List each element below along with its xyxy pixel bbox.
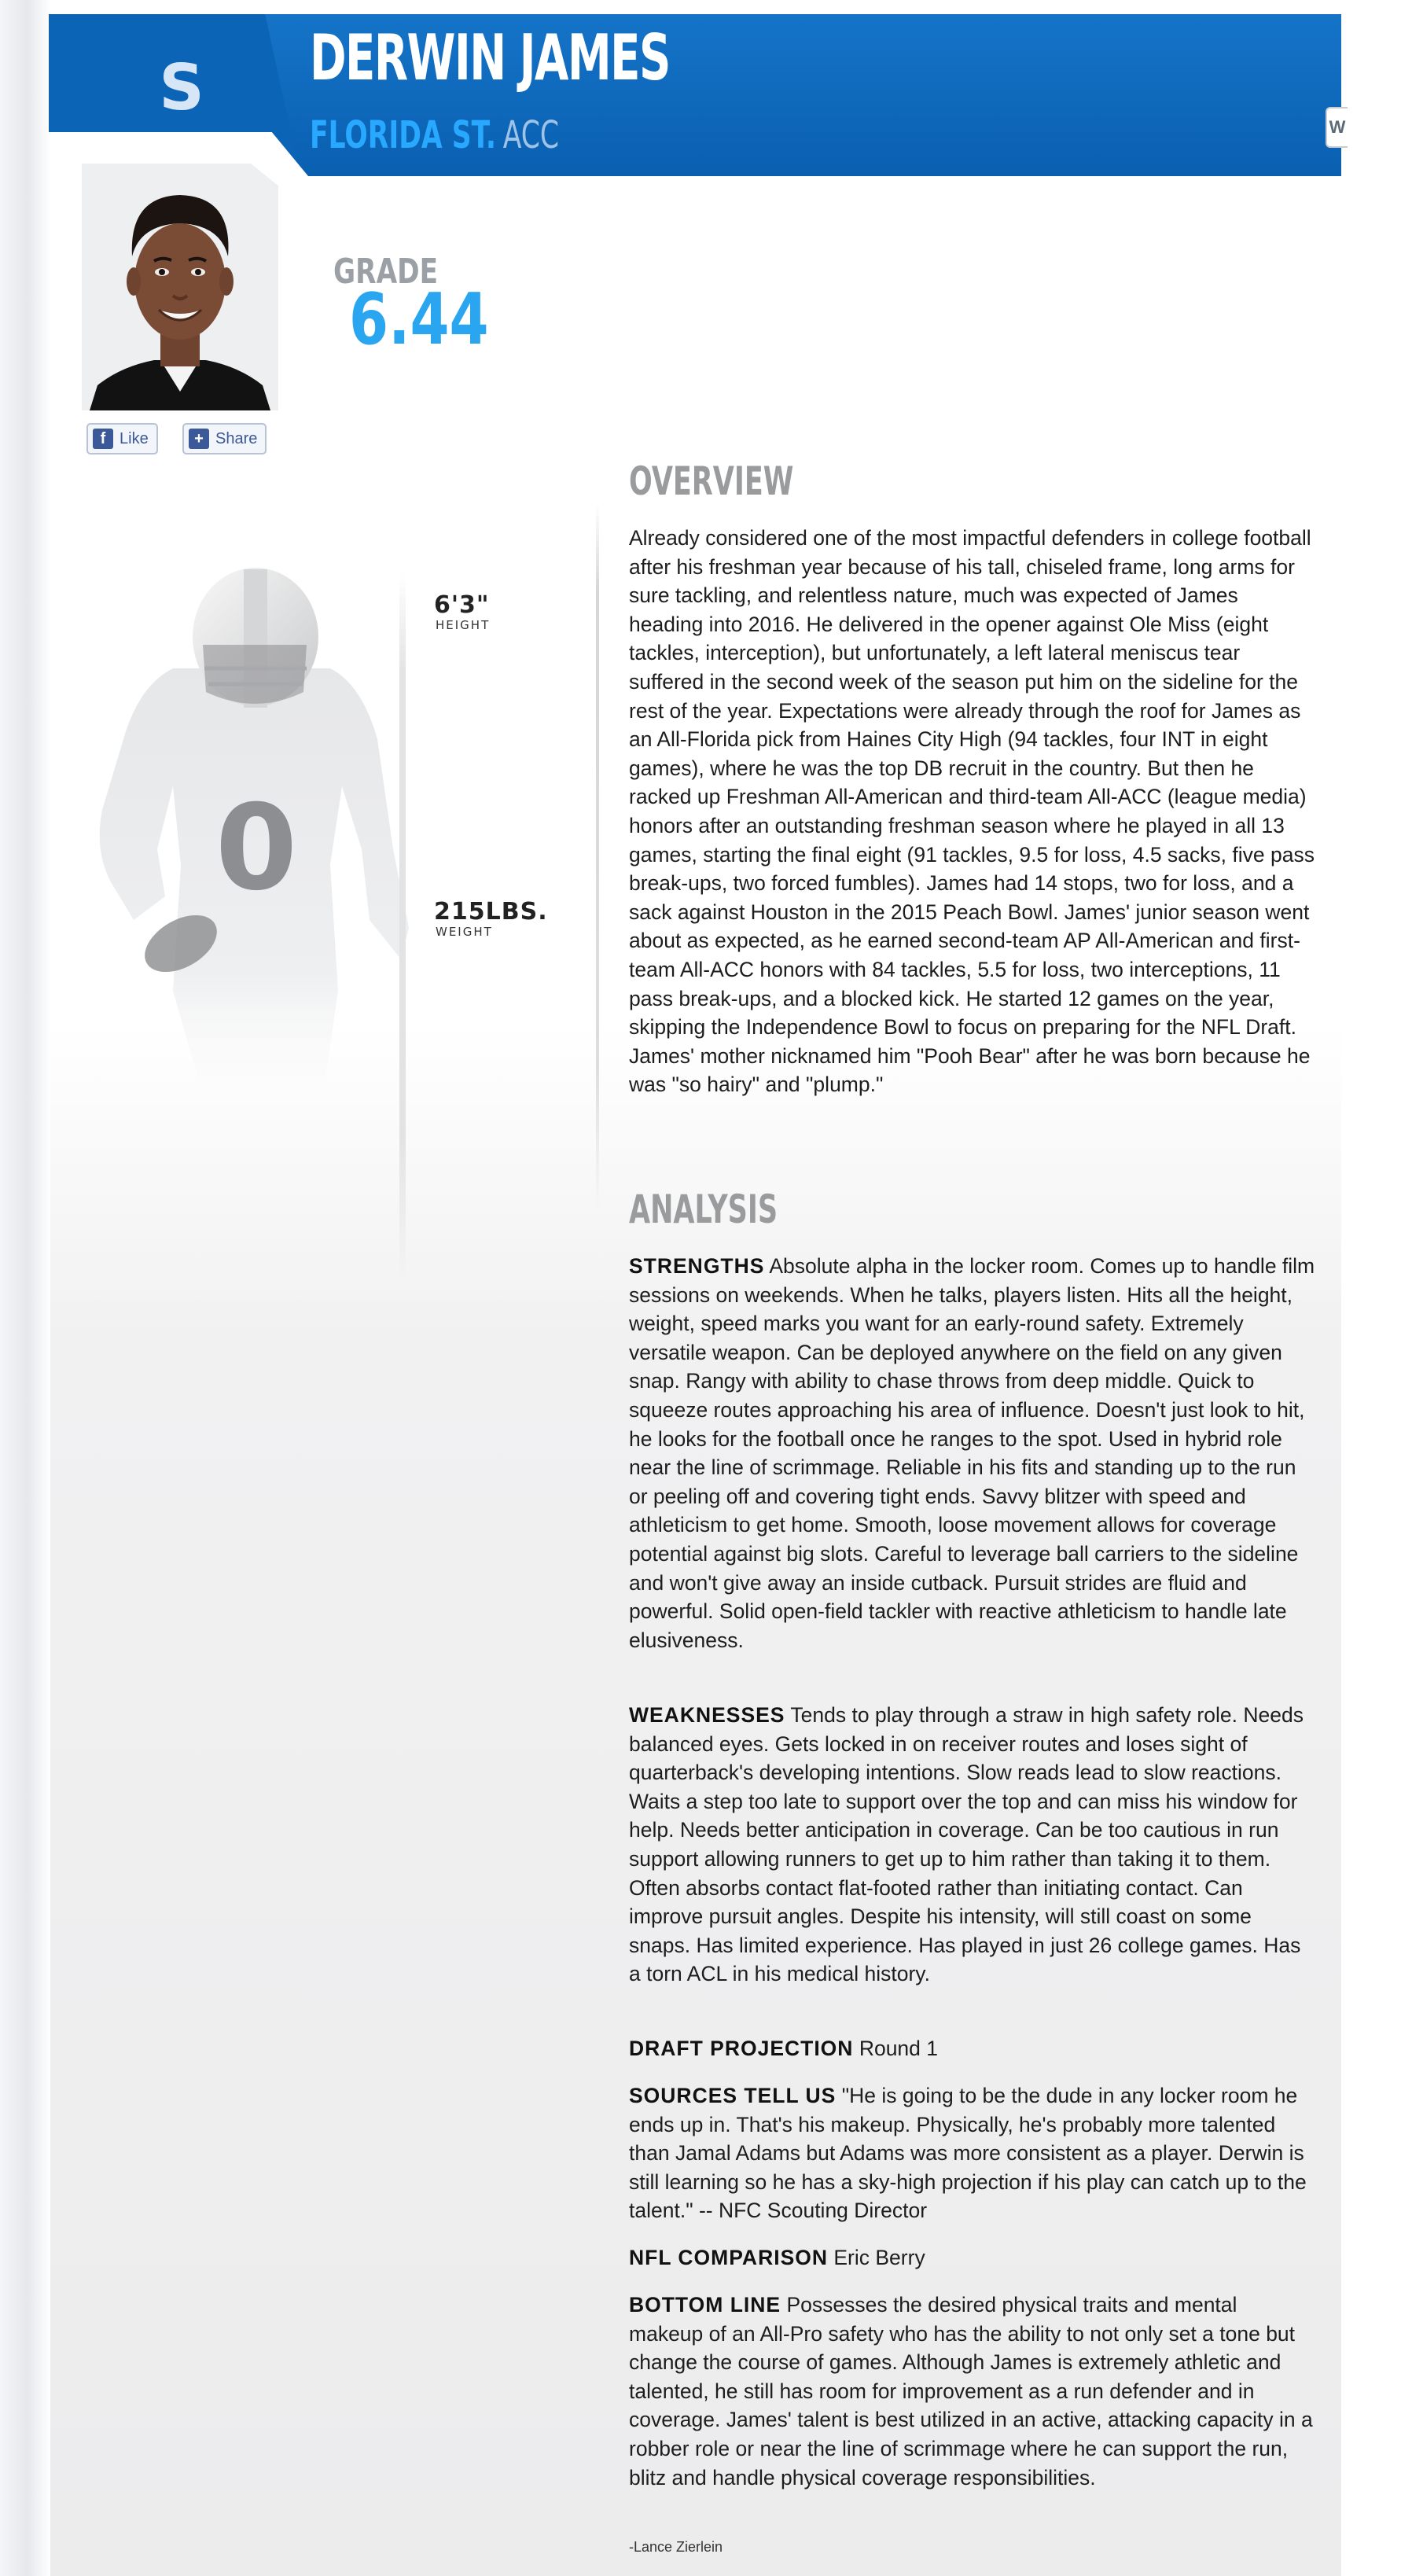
nfl-comparison-text: Eric Berry — [833, 2246, 925, 2269]
sources-label: SOURCES TELL US — [629, 2084, 837, 2107]
page-edge-shadow — [0, 0, 50, 2576]
jersey-number: 0 — [215, 780, 298, 917]
draft-projection-paragraph — [629, 2034, 1316, 2063]
player-silhouette — [71, 550, 448, 1117]
plus-square-icon: + — [189, 429, 209, 449]
height-value: 6'3" — [434, 591, 490, 619]
weaknesses-text: Tends to play through a straw in high safety role. Needs balanced eyes. Gets locked in on receiver routes and loses sight of quarterback's developing intentions. Slow reads lead to slow reactions. Waits a step too late to support over the top and can miss his window for help. Needs better anticipation in coverage. Can be too cautious in run support allowing runners to get up to him rather than taking it to them. Often absorbs contact flat-footed rather than initiating contact. Can improve pursuit angles. Despite his intensity, will still coast on some snaps. Has limited experience. Has played in just 26 college games. Has a torn ACL in his medical history. — [629, 1703, 1304, 1986]
draft-projection-label: DRAFT PROJECTION — [629, 2037, 854, 2060]
strengths-label: STRENGTHS — [629, 1254, 765, 1278]
weight-value: 215LBS. — [434, 898, 548, 926]
grade-label: GRADE — [333, 252, 439, 292]
weight-label: WEIGHT — [436, 925, 493, 939]
sources-text: "He is going to be the dude in any locker room he ends up in. That's his makeup. Physically, he's probably more talented than Jamal Adams but Adams was more consistent as a player. Derwin is still learning so he has a sky-high projection if his play can catch up to the talent." -- NFC Scouting Director — [629, 2084, 1307, 2223]
height-label: HEIGHT — [436, 618, 491, 632]
like-label: Like — [120, 430, 149, 447]
school-line — [310, 110, 559, 160]
author-credit: -Lance Zierlein — [629, 2539, 723, 2555]
bottom-line-paragraph — [629, 2291, 1316, 2492]
facebook-icon: f — [93, 429, 113, 449]
side-tab[interactable]: W — [1326, 107, 1348, 148]
bottom-line-label: BOTTOM LINE — [629, 2293, 781, 2317]
player-headshot — [82, 164, 278, 410]
right-gutter — [1341, 0, 1401, 2576]
facebook-share-button[interactable] — [182, 423, 267, 454]
analysis-title: ANALYSIS — [629, 1187, 778, 1232]
grade-value: 6.44 — [349, 278, 489, 361]
sources-paragraph — [629, 2081, 1316, 2225]
player-name: DERWIN JAMES — [310, 21, 670, 94]
strengths-text: Absolute alpha in the locker room. Comes up to handle film sessions on weekends. When he talks, players listen. Hits all the height, weight, speed marks you want for an early-round safety. Extremely versatile weapon. Can be deployed anywhere on the field on any given snap. Rangy with ability to chase throws from deep middle. Quick to squeeze routes approaching his area of influence. Doesn't just look to hit, he looks for the football once he ranges to the spot. Used in hybrid role near the line of scrimmage. Reliable in his fits and standing up to the run or peeling off and covering tight ends. Savvy blitzer with speed and athleticism to get home. Smooth, loose movement allows for coverage potential against big slots. Careful to leverage ball carriers to the sideline and won't give away an inside cutback. Pursuit strides are fluid and powerful. Solid open-field tackler with reactive athleticism to handle late elusiveness. — [629, 1254, 1315, 1652]
conference-name: ACC — [502, 113, 560, 157]
overview-text: Already considered one of the most impactful defenders in college football after his freshman year because of his tall, chiseled frame, long arms for sure tackling, and relentless nature, much was expected of James heading into 2016. He delivered in the opener against Ole Miss (eight tackles, interception), but unfortunately, a left lateral meniscus tear suffered in the second week of the season put him on the sideline for the rest of the year. Expectations were already through the roof for James as an All-Florida pick from Haines City High (94 tackles, four INT in eight games), where he was the top DB recruit in the country. But then he racked up Freshman All-American and third-team All-ACC (league media) honors after an outstanding freshman season where he played in all 13 games, starting the final eight (91 tackles, 9.5 for loss, 4.5 sacks, five pass break-ups, two forced fumbles). James had 14 stops, two for loss, and a sack against Houston in the 2015 Peach Bowl. James' junior season went about as expected, as he earned second-team AP All-American and first-team All-ACC honors with 84 tackles, 5.5 for loss, two interceptions, 11 pass break-ups, and a blocked kick. He started 12 games on the year, skipping the Independence Bowl to focus on preparing for the NFL Draft. James' mother nicknamed him "Pooh Bear" after he was born because he was "so hairy" and "plump." — [629, 526, 1315, 1097]
facebook-like-button[interactable] — [86, 423, 158, 454]
weaknesses-label: WEAKNESSES — [629, 1703, 785, 1727]
weaknesses-paragraph — [629, 1701, 1316, 1989]
nfl-comparison-paragraph — [629, 2243, 1316, 2272]
overview-title: OVERVIEW — [629, 458, 794, 504]
share-label: Share — [215, 430, 258, 447]
measurables-divider — [399, 574, 406, 1282]
school-name[interactable]: FLORIDA ST. — [310, 113, 497, 157]
draft-projection-text: Round 1 — [859, 2037, 939, 2060]
bottom-line-text: Possesses the desired physical traits and mental makeup of an All-Pro safety who has the ability to not only set a tone but change the course of games. Although James is extremely athletic and talented, he still has room for improvement as a run defender and in coverage. James' talent is best utilized in an active, attacking capacity in a robber role or near the line of scrimmage where he can support the run, blitz and handle physical coverage responsibilities. — [629, 2293, 1313, 2490]
strengths-paragraph — [629, 1252, 1316, 1654]
position-label: S — [159, 51, 204, 124]
column-divider — [596, 503, 599, 1211]
nfl-comparison-label: NFL COMPARISON — [629, 2246, 828, 2269]
